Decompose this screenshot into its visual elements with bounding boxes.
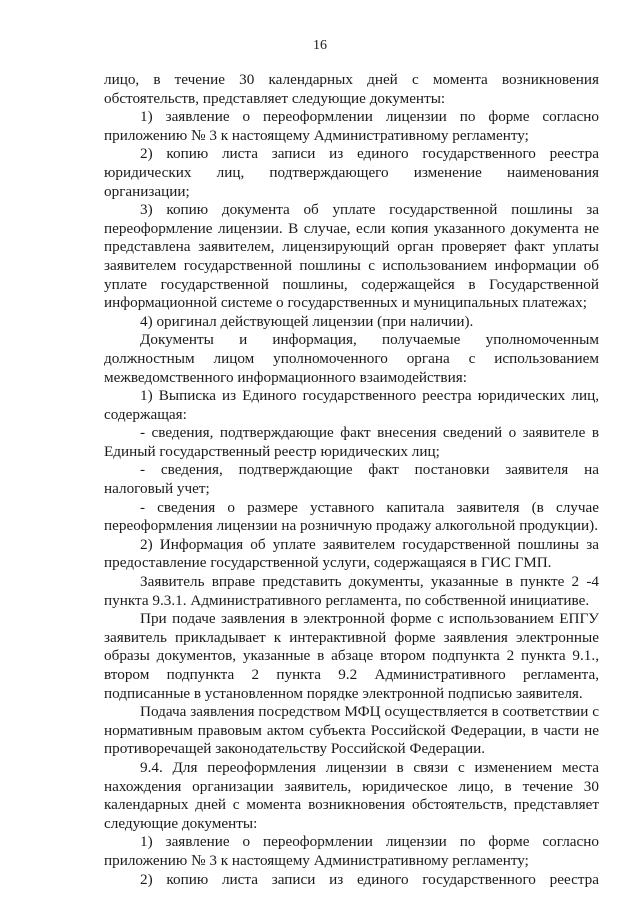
paragraph: 2) Информация об уплате заявителем государственной пошлины за предоставление государственной услуги, содержащаяся в ГИС ГМП. bbox=[104, 535, 599, 572]
paragraph: лицо, в течение 30 календарных дней с момента возникновения обстоятельств, представляет следующие документы: bbox=[104, 71, 599, 107]
paragraph: - сведения о размере уставного капитала заявителя (в случае переоформления лицензии на розничную продажу алкогольной продукции). bbox=[104, 498, 599, 535]
paragraph: - сведения, подтверждающие факт внесения сведений о заявителе в Единый государственный реестр юридических лиц; bbox=[104, 424, 599, 460]
paragraph: Заявитель вправе представить документы, указанные в пункте 2 -4 пункта 9.3.1. Административного регламента, по собственной инициативе. bbox=[104, 573, 599, 609]
paragraph: 2) копию листа записи из единого государственного реестра bbox=[140, 870, 599, 888]
paragraph: При подаче заявления в электронной форме с использованием ЕПГУ заявитель прикладывает к интерактивной форме заявления электронные образы документов, указанные в абзаце втором подпункта 2 пункта 9.1., втором подпункта 2 пункта 9.2 Административного регламента, подписанные в установленном порядке электронной подписью заявителя. bbox=[104, 610, 599, 702]
page-number: 16 bbox=[313, 38, 327, 53]
body-text bbox=[104, 71, 599, 889]
paragraph: - сведения, подтверждающие факт постановки заявителя на налоговый учет; bbox=[104, 461, 599, 498]
paragraph: Подача заявления посредством МФЦ осуществляется в соответствии с нормативным правовым актом субъекта Российской Федерации, в части не противоречащей законодательству Российской Федерации. bbox=[104, 703, 599, 758]
paragraph: Документы и информация, получаемые уполномоченным должностным лицом уполномоченного органа с использованием межведомственного информационного взаимодействия: bbox=[104, 331, 599, 386]
paragraph: 1) заявление о переоформлении лицензии по форме согласно приложению № 3 к настоящему Административному регламенту; bbox=[104, 108, 599, 144]
paragraph: 4) оригинал действующей лицензии (при наличии). bbox=[140, 312, 474, 330]
paragraph: 1) Выписка из Единого государственного реестра юридических лиц, содержащая: bbox=[104, 387, 599, 423]
paragraph: 3) копию документа об уплате государственной пошлины за переоформление лицензии. В случае, если копия указанного документа не представлена заявителем, лицензирующий орган проверяет факт уплаты заявителем государственной пошлины с использованием информации об уплате государственной пошлины, содержащейся в Государственной информационной системе о государственных и муниципальных платежах; bbox=[104, 201, 599, 312]
paragraph: 1) заявление о переоформлении лицензии по форме согласно приложению № 3 к настоящему Административному регламенту; bbox=[104, 833, 599, 869]
paragraph: 2) копию листа записи из единого государственного реестра юридических лиц, подтверждающего изменение наименования организации; bbox=[104, 145, 599, 200]
paragraph: 9.4. Для переоформления лицензии в связи с изменением места нахождения организации заявитель, юридическое лицо, в течение 30 календарных дней с момента возникновения обстоятельств, представляет следующие документы: bbox=[104, 758, 599, 832]
